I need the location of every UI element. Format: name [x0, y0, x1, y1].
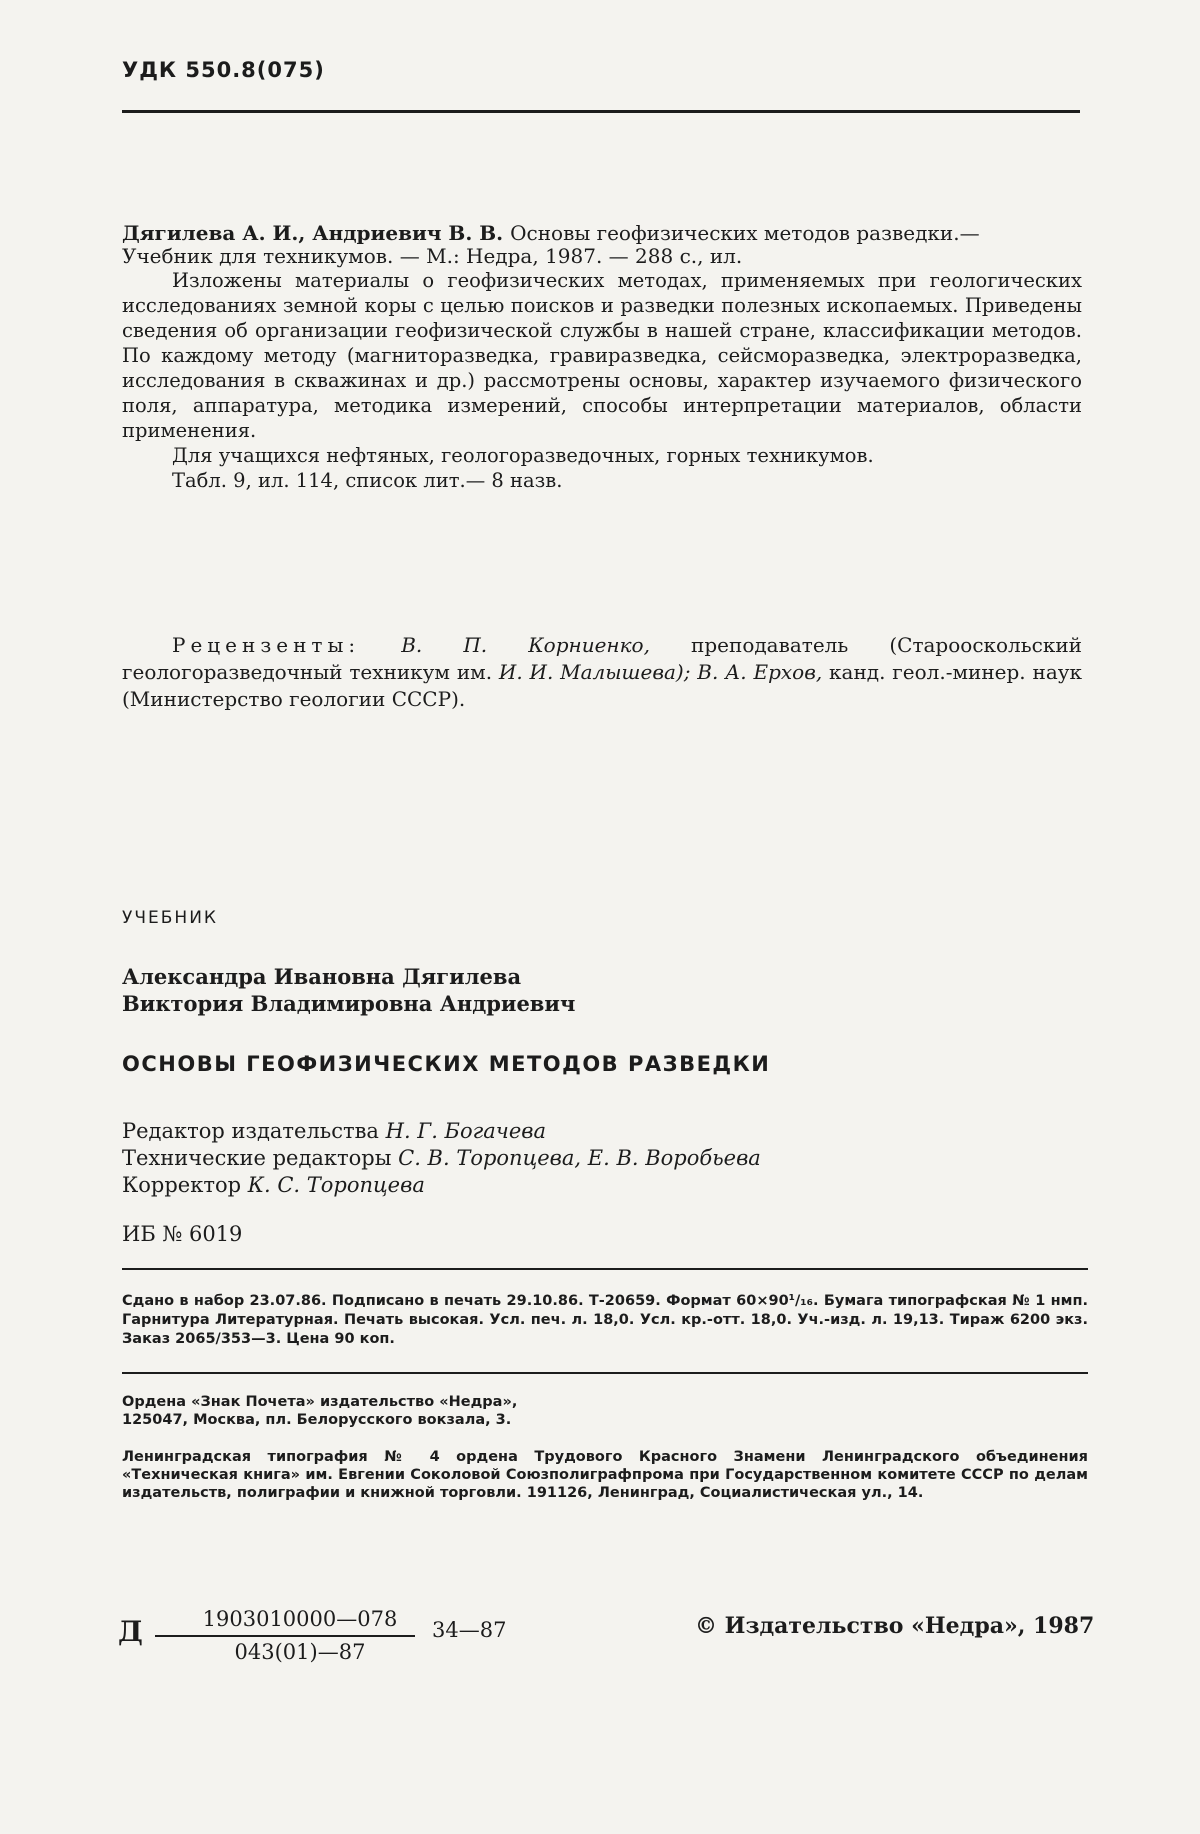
index-numerator: 1903010000—078: [190, 1607, 410, 1631]
index-denominator: 043(01)—87: [190, 1640, 410, 1664]
reviewer-1-school-name: И. И. Малышева);: [499, 660, 691, 684]
copyright: © Издательство «Недра», 1987: [695, 1613, 1094, 1639]
abstract: [122, 268, 1082, 493]
audience-paragraph: Для учащихся нефтяных, геологоразведочных, горных техникумов.: [122, 443, 1082, 468]
biblio-rest: Учебник для техникумов. — М.: Недра, 1987. — 288 с., ил.: [122, 244, 742, 268]
editorial-staff: [122, 1118, 761, 1199]
reviewers-block: [122, 632, 1082, 713]
index-code: 34—87: [432, 1618, 506, 1642]
biblio-title: Основы геофизических методов разведки.—: [510, 221, 980, 245]
staff-tech-editors: [122, 1145, 761, 1172]
print-info: Сдано в набор 23.07.86. Подписано в печать 29.10.86. Т-20659. Формат 60×90¹/₁₆. Бумага типографская № 1 нмп. Гарнитура Литературная. Печать высокая. Усл. печ. л. 18,0. Усл. кр.-отт. 18,0. Уч.-изд. л. 19,13. Тираж 6200 экз. Заказ 2065/353—3. Цена 90 коп.: [122, 1292, 1088, 1349]
author-2: Виктория Владимировна Андриевич: [122, 990, 575, 1017]
authors-full: [122, 963, 575, 1017]
fraction-line: [155, 1635, 415, 1637]
category-label: УЧЕБНИК: [122, 908, 218, 928]
staff-corrector: [122, 1172, 761, 1199]
publisher-line-2: 125047, Москва, пл. Белорусского вокзала, 3.: [122, 1411, 1088, 1429]
reviewers-label: Рецензенты:: [172, 633, 360, 657]
print-info-bottom-rule: [122, 1372, 1088, 1374]
book-imprint-page: [0, 0, 1200, 1834]
ib-number: ИБ № 6019: [122, 1222, 242, 1246]
printer-info: Ленинградская типография № 4 ордена Трудового Красного Знамени Ленинградского объединения «Техническая книга» им. Евгении Соколовой Союзполиграфпрома при Государственном комитете СССР по делам издательств, полиграфии и книжной торговли. 191126, Ленинград, Социалистическая ул., 14.: [122, 1448, 1088, 1502]
print-info-top-rule: [122, 1268, 1088, 1270]
publisher-line-1: Ордена «Знак Почета» издательство «Недра»,: [122, 1393, 1088, 1411]
staff-editor: [122, 1118, 761, 1145]
udk-code: УДК 550.8(075): [122, 58, 325, 82]
abstract-paragraph: Изложены материалы о геофизических методах, применяемых при геологических исследованиях земной коры с целью поисков и разведки полезных ископаемых. Приведены сведения об организации геофизической службы в нашей стране, классификации методов. По каждому методу (магниторазведка, гравиразведка, сейсморазведка, электроразведка, исследования в скважинах и др.) рассмотрены основы, характер изучаемого физического поля, аппаратура, методика измерений, способы интерпретации материалов, области применения.: [122, 268, 1082, 443]
reviewer-2-text: канд. геол.-минер. наук (Министерство геологии СССР).: [122, 660, 1082, 711]
stats-paragraph: Табл. 9, ил. 114, список лит.— 8 назв.: [122, 468, 1082, 493]
staff-name: К. С. Торопцева: [248, 1173, 425, 1197]
author-1: Александра Ивановна Дягилева: [122, 963, 575, 990]
top-rule: [122, 110, 1080, 113]
book-title: ОСНОВЫ ГЕОФИЗИЧЕСКИХ МЕТОДОВ РАЗВЕДКИ: [122, 1052, 770, 1076]
biblio-authors: Дягилева А. И., Андриевич В. В.: [122, 221, 503, 245]
staff-name: Н. Г. Богачева: [386, 1119, 546, 1143]
staff-role: Корректор: [122, 1173, 241, 1197]
staff-role: Редактор издательства: [122, 1119, 379, 1143]
reviewer-2-name: В. А. Ерхов,: [697, 660, 822, 684]
reviewer-1-name: В. П. Корниенко,: [401, 633, 650, 657]
staff-role: Технические редакторы: [122, 1146, 391, 1170]
publisher-info: [122, 1393, 1088, 1429]
index-letter: Д: [118, 1615, 143, 1648]
staff-name: С. В. Торопцева, Е. В. Воробьева: [398, 1146, 761, 1170]
reviewer-1-text: преподаватель (Старооскольский геологоразведочный техникум им.: [122, 633, 1082, 684]
bibliographic-entry: [122, 222, 1082, 268]
